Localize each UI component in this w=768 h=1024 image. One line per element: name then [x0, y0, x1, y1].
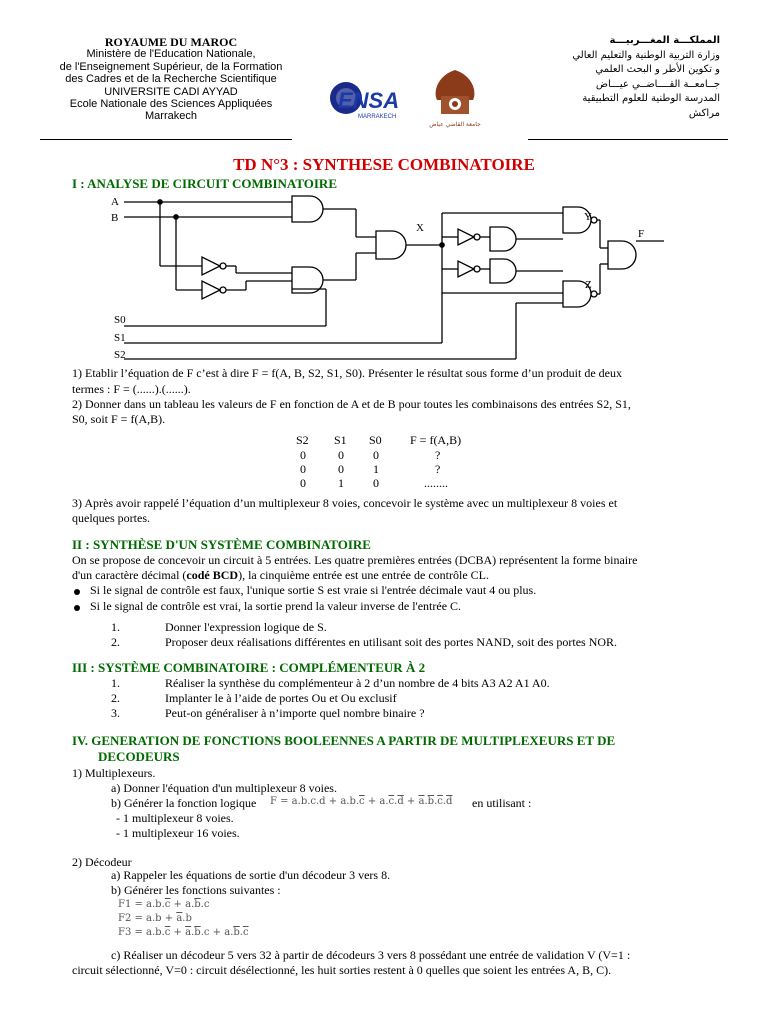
header-line: de l'Enseignement Supérieur, de la Formation — [59, 60, 283, 73]
list-number: 2. — [111, 635, 120, 649]
inverter-a — [202, 257, 220, 275]
list-number: 1. — [111, 620, 120, 634]
q1-line1: 1) Etablir l’équation de F c’est à dire F = f(A, B, S2, S1, S0). Présenter le résultat sous forme d’un produit de deux — [72, 366, 622, 380]
header-line: Marrakech — [145, 110, 197, 123]
s3-item-2: Implanter le à l’aide de portes Ou et Ou exclusif — [165, 691, 397, 705]
header-line: Ecole Nationale des Sciences Appliquées — [69, 98, 273, 111]
s2-text: ), la cinquième entrée est une entrée de contrôle CL. — [238, 568, 489, 582]
header-line-ar: جــامعــة القــــاضــي عيـــاض — [595, 78, 720, 90]
section-2-heading: II : SYNTHÈSE D'UN SYSTÈME COMBINATOIRE — [72, 537, 371, 552]
s2-paragraph-line1: On se propose de concevoir un circuit à 5 entrées. Les quatre premières entrées (DCBA) représentent la forme binaire — [72, 553, 638, 567]
and-gate-x — [376, 231, 406, 259]
mux-option-2: - 1 multiplexeur 16 voies. — [116, 826, 240, 840]
bullet — [74, 605, 80, 611]
table-cell: 0 — [300, 448, 306, 462]
ensa-logo-text: ENSA — [338, 88, 400, 113]
s2-bullet-2: Si le signal de contrôle est vrai, la sortie prend la valeur inverse de l'entrée C. — [90, 599, 462, 613]
section-3-heading: III : SYSTÈME COMBINATOIRE : COMPLÉMENTEUR À 2 — [72, 660, 426, 675]
mux-q-a: a) Donner l'équation d'un multiplexeur 8 voies. — [111, 781, 337, 795]
header-rule-right — [528, 139, 728, 140]
mux-title: 1) Multiplexeurs. — [72, 766, 156, 780]
uca-logo — [427, 66, 483, 132]
q3-line2: quelques portes. — [72, 511, 150, 525]
header-line: Ministère de l'Education Nationale, — [86, 48, 256, 61]
equation-f1: $F1 = a.b.\overline{c} + a.\overline{b}.c$ — [118, 899, 210, 910]
q1-line2: termes : F = (......).(......). — [72, 382, 191, 396]
header-line: UNIVERSITE CADI AYYAD — [104, 85, 238, 98]
header-line-ar: المملكـــة المغـــربيـــة — [609, 35, 720, 46]
table-cell: 1 — [373, 462, 379, 476]
and-gate-top — [292, 196, 323, 222]
table-cell: 1 — [338, 476, 344, 490]
label-s2: S2 — [114, 349, 126, 361]
s2-bold-text: codé BCD — [186, 568, 239, 582]
header-line: ROYAUME DU MAROC — [104, 35, 238, 49]
label-x: X — [416, 222, 424, 234]
table-cell: ........ — [424, 476, 448, 490]
label-s1: S1 — [114, 332, 126, 344]
decoder-q-b: b) Générer les fonctions suivantes : — [111, 883, 281, 897]
s3-item-3: Peut-on généraliser à n’importe quel nombre binaire ? — [165, 706, 425, 720]
mux-q-b-pre: b) Générer la fonction logique — [111, 796, 257, 810]
label-s0: S0 — [114, 314, 126, 326]
table-cell: ? — [435, 448, 441, 462]
decoder-q-c-line2: circuit sélectionné, V=0 : circuit désélectionné, les huit sorties restent à 0 quelles que soient les entrées A, B, C). — [72, 963, 612, 977]
label-z: Z — [585, 279, 592, 291]
bullet — [74, 589, 80, 595]
mux-q-b-post: en utilisant : — [472, 796, 532, 810]
inverter-b — [202, 281, 220, 299]
table-cell: 0 — [300, 476, 306, 490]
inverter-c — [458, 229, 474, 245]
inverter-d — [458, 261, 474, 277]
table-header: S2 — [296, 433, 309, 447]
and-gate-middle-right — [490, 227, 516, 251]
header-institution-ar — [520, 34, 720, 121]
section-4-heading-cont: DECODEURS — [98, 749, 180, 764]
label-y: Y — [584, 211, 592, 223]
label-f: F — [638, 228, 645, 240]
s3-item-1: Réaliser la synthèse du complémenteur à 2 d’un nombre de 4 bits A3 A2 A1 A0. — [165, 676, 550, 690]
document-title: TD N°3 : SYNTHESE COMBINATOIRE — [233, 155, 535, 174]
mux-option-1: - 1 multiplexeur 8 voies. — [116, 811, 234, 825]
table-header: F = f(A,B) — [410, 433, 462, 447]
section-1-heading: I : ANALYSE DE CIRCUIT COMBINATOIRE — [72, 176, 337, 191]
label-a: A — [111, 196, 119, 208]
header-institution-fr — [40, 36, 302, 123]
header-rule-left — [40, 139, 292, 140]
q3-line1: 3) Après avoir rappelé l’équation d’un multiplexeur 8 voies, concevoir le système avec un multiplexeur 8 voies et — [72, 496, 618, 510]
table-cell: 0 — [373, 448, 379, 462]
table-cell: 0 — [373, 476, 379, 490]
decoder-title: 2) Décodeur — [72, 855, 132, 869]
ensa-logo — [328, 70, 408, 128]
logic-circuit-diagram — [108, 193, 668, 363]
equation-f2: $F2 = a.b + \overline{a}.b$ — [118, 913, 192, 924]
table-cell: 0 — [300, 462, 306, 476]
equation-f3: $F3 = a.b.\overline{c} + \overline{a}.\overline{b}.c + a.\overline{b}.\overline{c}$ — [118, 927, 249, 938]
header-line-ar: المدرسة الوطنية للعلوم التطبيقية — [582, 93, 720, 104]
list-number: 1. — [111, 676, 120, 690]
table-cell: 0 — [338, 462, 344, 476]
q2-line2: S0, soit F = f(A,B). — [72, 412, 166, 426]
uca-logo-text: جامعة القاضي عياض — [429, 121, 481, 128]
table-header: S0 — [369, 433, 382, 447]
s2-bullet-1: Si le signal de contrôle est faux, l'unique sortie S est vraie si l'entrée décimale vaut 4 ou plus. — [90, 583, 537, 597]
mux-function-equation: $F = a.b.c.d + a.b.\overline{c} + a.\overline{c}.\overline{d} + \overline{a}.\overline{b}.\overline{c}.\overline{d}$ — [270, 796, 453, 807]
table-header: S1 — [334, 433, 347, 447]
list-number: 3. — [111, 706, 120, 720]
label-b: B — [111, 212, 119, 224]
header-line-ar: مراكش — [688, 107, 720, 119]
ensa-logo-subtext: MARRAKECH — [358, 114, 397, 120]
list-number: 2. — [111, 691, 120, 705]
header-line-ar: وزارة التربية الوطنية والتعليم العالي — [572, 49, 720, 61]
decoder-q-a: a) Rappeler les équations de sortie d'un décodeur 3 vers 8. — [111, 868, 391, 882]
header-line-ar: و تكوين الأطر و البحث العلمي — [595, 64, 720, 75]
s2-item-2: Proposer deux réalisations différentes en utilisant soit des portes NAND, soit des portes NOR. — [165, 635, 618, 649]
q2-line1: 2) Donner dans un tableau les valeurs de F en fonction de A et de B pour toutes les combinaisons des entrées S2, S1, — [72, 397, 631, 411]
table-cell: 0 — [338, 448, 344, 462]
header-line: des Cadres et de la Recherche Scientifique — [65, 73, 277, 86]
and-gate-f — [608, 241, 636, 269]
section-4-heading: IV. GENERATION DE FONCTIONS BOOLEENNES A PARTIR DE MULTIPLEXEURS ET DE — [72, 733, 616, 748]
and-gate-lower-right — [490, 259, 516, 283]
decoder-q-c-line1: c) Réaliser un décodeur 5 vers 32 à partir de décodeurs 3 vers 8 possédant une entrée de validation V (V=1 : — [111, 948, 631, 962]
table-cell: ? — [435, 462, 441, 476]
s2-paragraph-line2 — [72, 568, 489, 583]
s2-item-1: Donner l'expression logique de S. — [165, 620, 327, 634]
s2-text: d'un caractère décimal ( — [72, 568, 187, 582]
decoder-functions-equations — [118, 898, 249, 940]
